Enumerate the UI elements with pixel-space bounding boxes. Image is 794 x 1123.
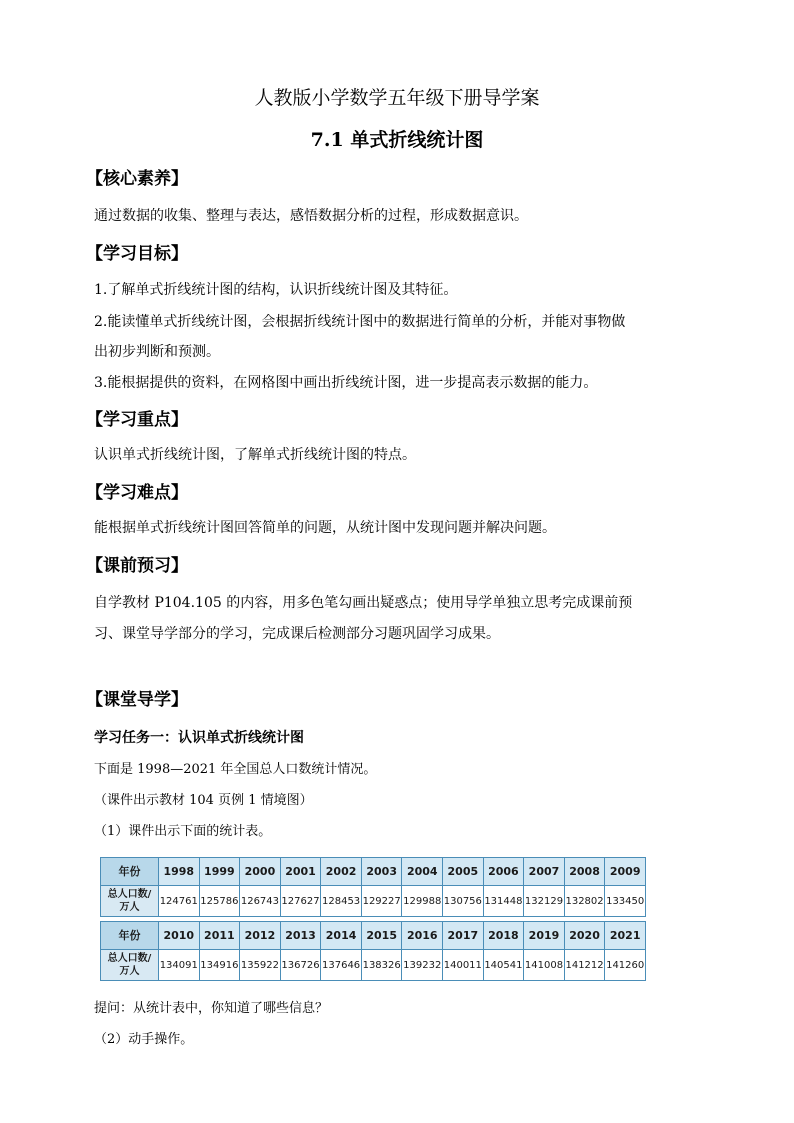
population-value-cell: 130756	[443, 886, 484, 917]
year-cell: 2019	[524, 922, 565, 950]
heading-preview: 【课前预习】	[86, 556, 188, 576]
step-2-text: （2）动手操作。	[94, 1032, 194, 1047]
population-value-cell: 132802	[564, 886, 605, 917]
document-title: 人教版小学数学五年级下册导学案	[254, 87, 540, 109]
heading-classroom: 【课堂导学】	[86, 690, 188, 710]
year-cell: 2002	[321, 858, 362, 886]
core-literacy-text: 通过数据的收集、整理与表达，感悟数据分析的过程，形成数据意识。	[94, 208, 528, 224]
population-value-cell: 127627	[280, 886, 321, 917]
year-header-cell: 年份	[101, 858, 159, 886]
population-value-cell: 141008	[524, 950, 565, 981]
table-row-values	[101, 886, 646, 917]
goal-item-2-line-2: 出初步判断和预测。	[94, 344, 220, 360]
year-cell: 2021	[605, 922, 646, 950]
step-1-text: （1）课件出示下面的统计表。	[94, 824, 272, 839]
population-value-cell: 129988	[402, 886, 443, 917]
population-value-cell: 138326	[361, 950, 402, 981]
population-value-cell: 126743	[240, 886, 281, 917]
population-value-cell: 137646	[321, 950, 362, 981]
document-subtitle: 7.1 单式折线统计图	[310, 129, 484, 151]
table-row-values	[101, 950, 646, 981]
population-value-cell: 131448	[483, 886, 524, 917]
year-cell: 2010	[159, 922, 200, 950]
value-header-cell	[101, 886, 159, 917]
preview-text-line-1: 自学教材 P104.105 的内容，用多色笔勾画出疑惑点；使用导学单独立思考完成课前预	[94, 595, 633, 611]
population-value-cell: 129227	[361, 886, 402, 917]
courseware-note: （课件出示教材 104 页例 1 情境图）	[94, 793, 313, 808]
heading-learning-goals: 【学习目标】	[86, 244, 188, 264]
year-cell: 2018	[483, 922, 524, 950]
population-value-cell: 140011	[443, 950, 484, 981]
population-value-cell: 135922	[240, 950, 281, 981]
population-value-cell: 141212	[564, 950, 605, 981]
population-value-cell: 140541	[483, 950, 524, 981]
year-cell: 2003	[361, 858, 402, 886]
year-cell: 2004	[402, 858, 443, 886]
value-header-line-2: 万人	[119, 902, 140, 913]
goal-item-2-line-1: 2.能读懂单式折线统计图，会根据折线统计图中的数据进行简单的分析，并能对事物做	[94, 314, 626, 330]
table-row-years	[101, 858, 646, 886]
value-header-cell	[101, 950, 159, 981]
year-cell: 2009	[605, 858, 646, 886]
year-cell: 2016	[402, 922, 443, 950]
difficulties-text: 能根据单式折线统计图回答简单的问题，从统计图中发现问题并解决问题。	[94, 520, 556, 536]
value-header-line-1: 总人口数/	[107, 953, 152, 964]
year-cell: 2014	[321, 922, 362, 950]
year-cell: 2006	[483, 858, 524, 886]
population-value-cell: 124761	[159, 886, 200, 917]
table-row-years	[101, 922, 646, 950]
population-table	[100, 857, 646, 981]
population-value-cell: 125786	[199, 886, 240, 917]
question-text: 提问：从统计表中，你知道了哪些信息？	[94, 1001, 329, 1016]
year-cell: 2013	[280, 922, 321, 950]
population-value-cell: 134916	[199, 950, 240, 981]
year-cell: 2020	[564, 922, 605, 950]
preview-text-line-2: 习、课堂导学部分的学习，完成课后检测部分习题巩固学习成果。	[94, 626, 500, 642]
population-value-cell: 133450	[605, 886, 646, 917]
year-cell: 2001	[280, 858, 321, 886]
population-value-cell: 141260	[605, 950, 646, 981]
year-header-cell: 年份	[101, 922, 159, 950]
population-value-cell: 136726	[280, 950, 321, 981]
heading-core-literacy: 【核心素养】	[86, 169, 188, 189]
population-value-cell: 139232	[402, 950, 443, 981]
year-cell: 2000	[240, 858, 281, 886]
goal-item-3: 3.能根据提供的资料，在网格图中画出折线统计图，进一步提高表示数据的能力。	[94, 375, 598, 391]
population-value-cell: 134091	[159, 950, 200, 981]
key-points-text: 认识单式折线统计图，了解单式折线统计图的特点。	[94, 447, 416, 463]
population-value-cell: 132129	[524, 886, 565, 917]
year-cell: 2005	[443, 858, 484, 886]
value-header-line-1: 总人口数/	[107, 889, 152, 900]
heading-difficulties: 【学习难点】	[86, 483, 188, 503]
population-intro: 下面是 1998—2021 年全国总人口数统计情况。	[94, 762, 377, 777]
year-cell: 1998	[159, 858, 200, 886]
year-cell: 2007	[524, 858, 565, 886]
year-cell: 1999	[199, 858, 240, 886]
heading-key-points: 【学习重点】	[86, 410, 188, 430]
goal-item-1: 1.了解单式折线统计图的结构，认识折线统计图及其特征。	[94, 282, 458, 298]
year-cell: 2011	[199, 922, 240, 950]
year-cell: 2012	[240, 922, 281, 950]
year-cell: 2008	[564, 858, 605, 886]
population-table-body	[101, 858, 646, 981]
value-header-line-2: 万人	[119, 966, 140, 977]
year-cell: 2015	[361, 922, 402, 950]
population-value-cell: 128453	[321, 886, 362, 917]
year-cell: 2017	[443, 922, 484, 950]
task-1-title: 学习任务一：认识单式折线统计图	[94, 730, 304, 746]
